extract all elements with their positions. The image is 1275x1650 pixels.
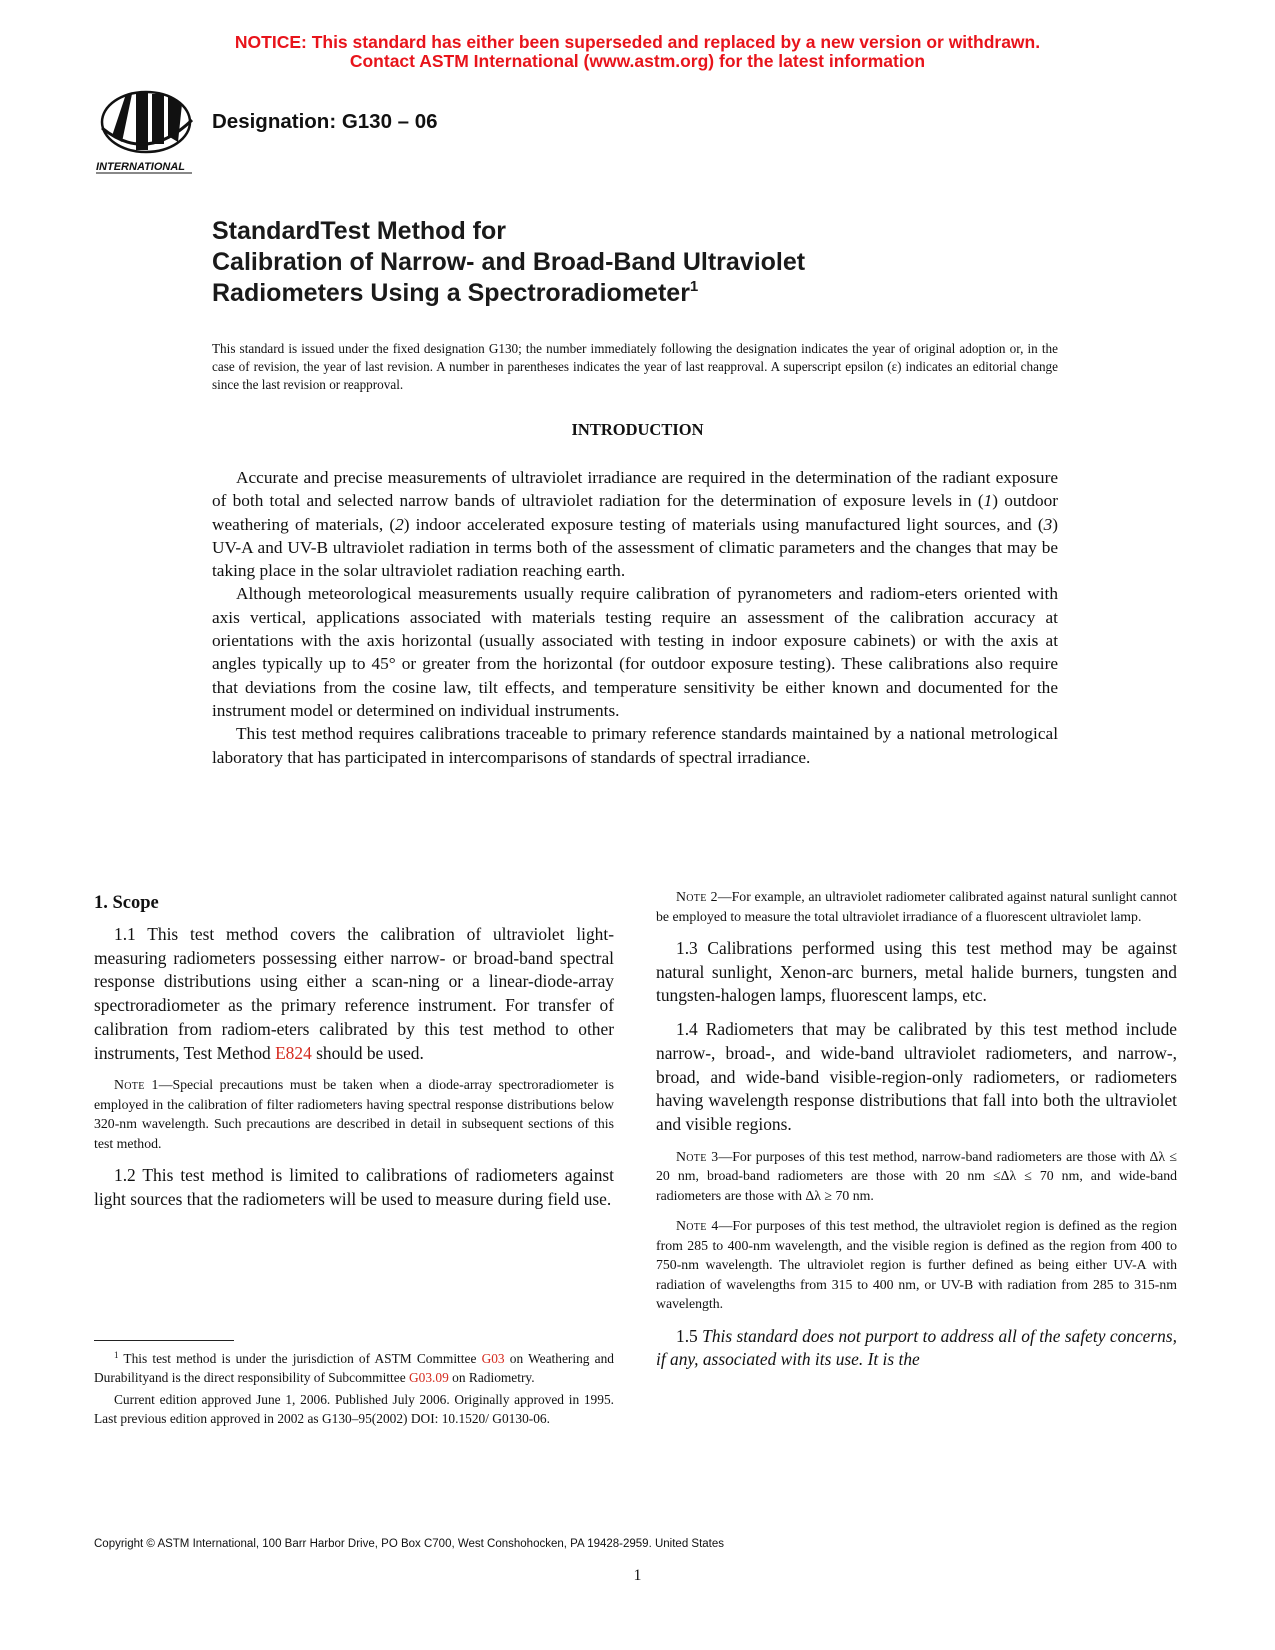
paragraph-1-1: 1.1 This test method covers the calibration of ultraviolet light-measuring radiometers possessing either narrow- or broad-band spectral response distributions using either a scan-ning or a linear-diode-array spectroradiometer as the primary reference instrument. For transfer of calibration from radiom-eters calibrated by this test method to other instruments, Test Method E824 should be used.: [94, 924, 614, 1063]
footnote-edition: Current edition approved June 1, 2006. Published July 2006. Originally approved in 1995. Last previous edition approved in 2002 as G130–95(2002) DOI: 10.1520/ G0130-06.: [94, 1392, 614, 1426]
paragraph-1-3: 1.3 Calibrations performed using this test method may be against natural sunlight, Xenon-arc burners, metal halide burners, tungsten and tungsten-halogen lamps, fluorescent lamps, etc.: [656, 938, 1177, 1006]
link-g03-09[interactable]: G03.09: [409, 1370, 449, 1385]
intro-paragraph-3: This test method requires calibrations traceable to primary reference standards maintained by a national metrological laboratory that has participated in intercomparisons of standards of spectral irradiance.: [212, 724, 1058, 767]
title-line-3: Radiometers Using a Spectroradiometer: [212, 279, 690, 307]
note-3: Note 3—For purposes of this test method, narrow-band radiometers are those with Δλ ≤ 20 nm, broad-band radiometers are those with 20 nm ≤Δλ ≤ 70 nm, and wide-band radiometers are those with Δλ ≥ 70 nm.: [656, 1148, 1177, 1203]
astm-logo-icon: [92, 84, 200, 176]
introduction-body: [212, 466, 1058, 769]
notice-line-1: NOTICE: This standard has either been superseded and replaced by a new version or withdrawn.: [234, 32, 1041, 52]
page-number: 1: [633, 1567, 642, 1584]
intro-paragraph-1: Accurate and precise measurements of ultraviolet irradiance are required in the determination of the radiant exposure of both total and selected narrow bands of ultraviolet radiation for the determination of exposure levels in (1) outdoor weathering of materials, (2) indoor accelerated exposure testing of materials using manufactured light sources, and (3) UV-A and UV-B ultraviolet radiation in terms both of the assessment of climatic parameters and the changes that may be taking place in the solar ultraviolet radiation reaching earth.: [212, 468, 1058, 581]
copyright-line: Copyright © ASTM International, 100 Barr Harbor Drive, PO Box C700, West Conshohocken, PA 19428-2959. United States: [94, 1538, 725, 1550]
note-2: Note 2—For example, an ultraviolet radiometer calibrated against natural sunlight cannot be employed to measure the total ultraviolet irradiance of a fluorescent ultraviolet lamp.: [656, 889, 1177, 924]
notice-line-2: Contact ASTM International (www.astm.org) for the latest information: [349, 51, 926, 71]
title-line-2: Calibration of Narrow- and Broad-Band Ultraviolet: [212, 248, 806, 276]
footnote-1: $^1$ This test method is under the jurisdiction of ASTM Committee G03 on Weathering and Durabilityand is the direct responsibility of Subcommittee G03.09 on Radiometry.: [94, 1350, 614, 1385]
introduction-heading: INTRODUCTION: [571, 420, 704, 439]
paragraph-1-2: 1.2 This test method is limited to calibrations of radiometers against light sources that the radiometers will be used to measure during field use.: [94, 1165, 614, 1209]
document-title: [212, 216, 805, 309]
link-g03[interactable]: G03: [481, 1351, 505, 1366]
note-4: Note 4—For purposes of this test method, the ultraviolet region is defined as the region from 285 to 400-nm wavelength, and the visible region is defined as the region from 400 to 750-nm wavelength. The ultraviolet region is further defined as being either UV-A with radiation of wavelengths from 315 to 400 nm, or UV-B with radiation from 285 to 315-nm wavelength.: [656, 1218, 1177, 1312]
section-scope-heading: 1. Scope: [94, 893, 159, 913]
paragraph-1-5: 1.5 This standard does not purport to address all of the safety concerns, if any, associated with its use. It is the: [656, 1325, 1177, 1370]
intro-paragraph-2: Although meteorological measurements usually require calibration of pyranometers and radiom-eters oriented with axis vertical, applications associated with materials testing require an assessment of the calibration accuracy at orientations with the axis horizontal (usually associated with testing in indoor exposure cabinets) or with the axis at angles typically up to 45° or greater from the horizontal (for outdoor exposure testing). These calibrations also require that deviations from the cosine law, tilt effects, and temperature sensitivity be either known and documented for the instrument model or determined on individual instruments.: [212, 584, 1058, 720]
designation: Designation: G130 – 06: [212, 110, 438, 133]
title-footnote-mark: 1: [689, 278, 699, 295]
title-line-1: StandardTest Method for: [212, 217, 506, 245]
logo-text: INTERNATIONAL: [96, 161, 186, 173]
right-column: [656, 887, 1177, 1382]
link-e824[interactable]: E824: [275, 1042, 312, 1063]
footnote-divider: [94, 1340, 234, 1341]
note-1: Note 1—Special precautions must be taken when a diode-array spectroradiometer is employed in the calibration of filter radiometers having spectral response distributions below 320-nm wavelength. Such precautions are described in detail in subsequent sections of this test method.: [94, 1077, 614, 1151]
footnotes: [94, 1349, 614, 1431]
left-column: [94, 893, 614, 1222]
withdrawal-notice: [0, 33, 1275, 71]
paragraph-1-4: 1.4 Radiometers that may be calibrated by this test method include narrow-, broad-, and wide-band ultraviolet radiometers, and narrow-, broad, and wide-band visible-region-only radiometers, or radiometers having wavelength response distributions that fall into both the ultraviolet and visible regions.: [656, 1019, 1177, 1134]
issuance-statement: This standard is issued under the fixed designation G130; the number immediately following the designation indicates the year of original adoption or, in the case of revision, the year of last revision. A number in parentheses indicates the year of last reapproval. A superscript epsilon (ε) indicates an editorial change since the last revision or reapproval.: [212, 341, 1058, 392]
astm-logo: [92, 84, 200, 176]
